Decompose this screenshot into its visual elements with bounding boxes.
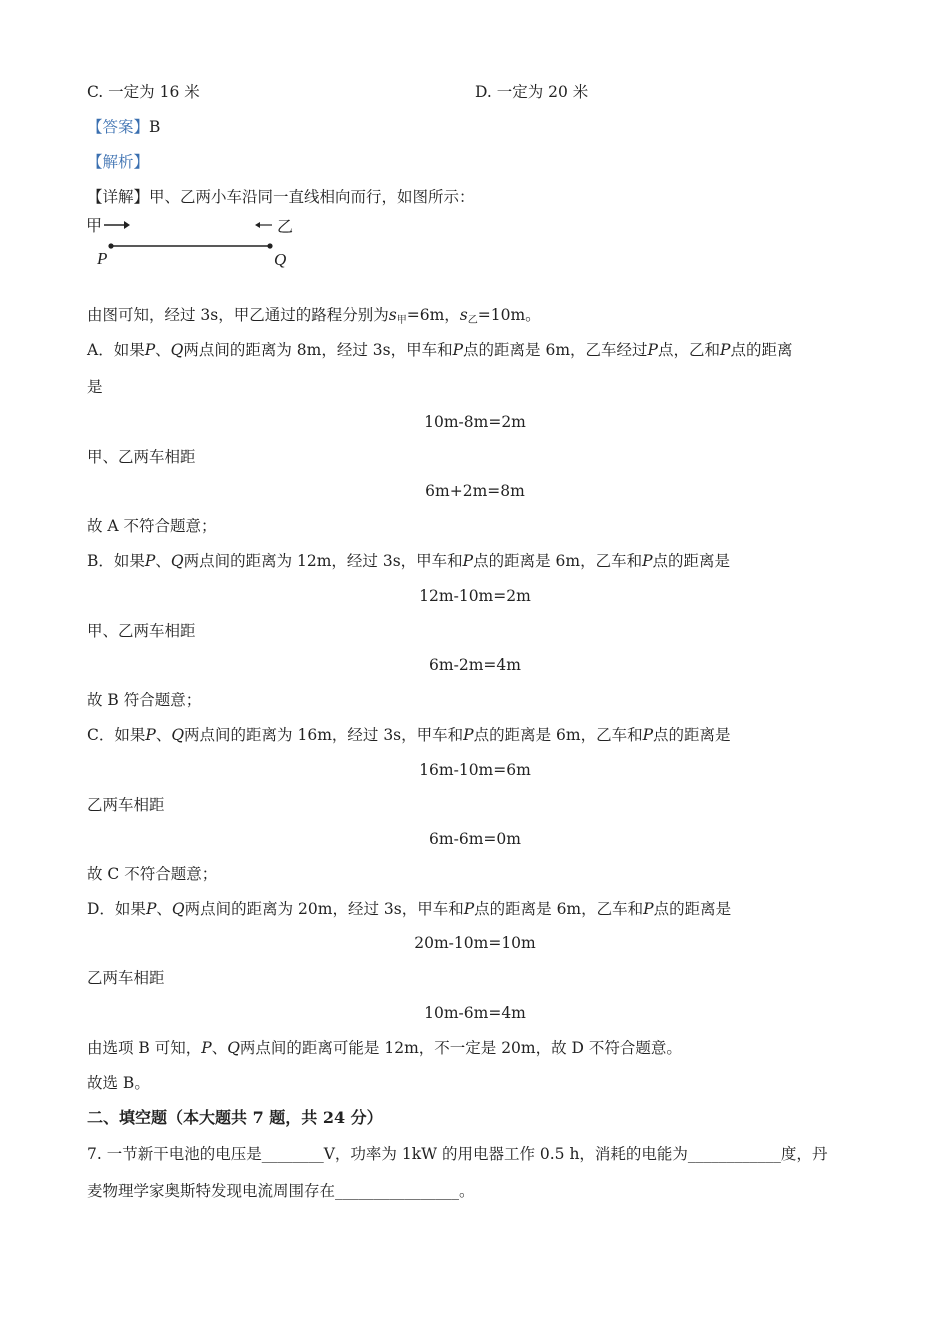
- case-b-conclusion: 故 B 符合题意；: [87, 691, 202, 709]
- point-p-label: P: [97, 249, 108, 268]
- case-a-equation-1: 10m-8m=2m: [424, 413, 526, 431]
- intro-line: 由图可知，经过 3s，甲乙通过的路程分别为$s_甲=6m$，$s_乙=10m$。: [87, 306, 541, 326]
- case-b-equation-1: 12m-10m=2m: [419, 587, 531, 605]
- right-arrow-icon: [104, 221, 130, 229]
- case-d-gap-label: 乙两车相距: [87, 969, 165, 987]
- case-a-line2: 是: [87, 378, 103, 396]
- point-p-dot: [108, 243, 113, 248]
- case-a-gap-label: 甲、乙两车相距: [87, 448, 196, 466]
- left-arrow-icon: [255, 222, 272, 228]
- question-7-line2: 麦物理学家奥斯特发现电流周围存在________________。: [87, 1182, 475, 1200]
- case-b-gap-label: 甲、乙两车相距: [87, 622, 196, 640]
- summary-line: 由选项 B 可知，P、Q两点间的距离可能是 12m，不一定是 20m，故 D 不符合题意。: [87, 1039, 682, 1057]
- case-a-conclusion: 故 A 不符合题意；: [87, 517, 217, 535]
- final-answer: 故选 B。: [87, 1074, 150, 1092]
- case-d-equation-1: 20m-10m=10m: [414, 934, 536, 952]
- detail-tag: 【详解】: [87, 188, 150, 206]
- case-b-equation-2: 6m-2m=4m: [429, 656, 521, 674]
- case-a-equation-2: 6m+2m=8m: [425, 482, 525, 500]
- question-7-line1: 7. 一节新干电池的电压是________V，功率为 1kW 的用电器工作 0.5 h，消耗的电能为____________度，丹: [87, 1145, 828, 1163]
- case-c-equation-2: 6m-6m=0m: [429, 830, 521, 848]
- detail-text: 甲、乙两小车沿同一直线相向而行，如图所示：: [149, 188, 475, 206]
- case-a-line: A．如果P、Q两点间的距离为 8m，经过 3s，甲车和P点的距离是 6m，乙车经过P点，乙和P点的距离: [87, 341, 793, 359]
- case-d-line: D．如果P、Q两点间的距离为 20m，经过 3s，甲车和P点的距离是 6m，乙车和P点的距离是: [87, 900, 732, 918]
- case-c-equation-1: 16m-10m=6m: [419, 761, 531, 779]
- point-q-dot: [267, 243, 272, 248]
- case-d-equation-2: 10m-6m=4m: [424, 1004, 526, 1022]
- answer-line: [87, 117, 160, 137]
- point-q-label: Q: [274, 250, 287, 269]
- section-heading: 二、填空题（本大题共 7 题，共 24 分）: [87, 1108, 383, 1127]
- car-b-label: 乙: [277, 217, 294, 236]
- motion-diagram: [86, 212, 306, 276]
- answer-value: B: [149, 118, 161, 136]
- car-a-label: 甲: [86, 216, 103, 235]
- case-c-gap-label: 乙两车相距: [87, 796, 165, 814]
- analysis-tag: 【解析】: [87, 153, 150, 171]
- detail-line: [87, 187, 475, 207]
- answer-tag: 【答案】: [87, 118, 150, 136]
- option-c: C. 一定为 16 米: [87, 83, 200, 101]
- case-b-line: B．如果P、Q两点间的距离为 12m，经过 3s，甲车和P点的距离是 6m，乙车和P点的距离是: [87, 552, 731, 570]
- case-c-line: C．如果P、Q两点间的距离为 16m，经过 3s，甲车和P点的距离是 6m，乙车和P点的距离是: [87, 726, 731, 744]
- case-c-conclusion: 故 C 不符合题意；: [87, 865, 218, 883]
- option-d: D. 一定为 20 米: [475, 83, 589, 101]
